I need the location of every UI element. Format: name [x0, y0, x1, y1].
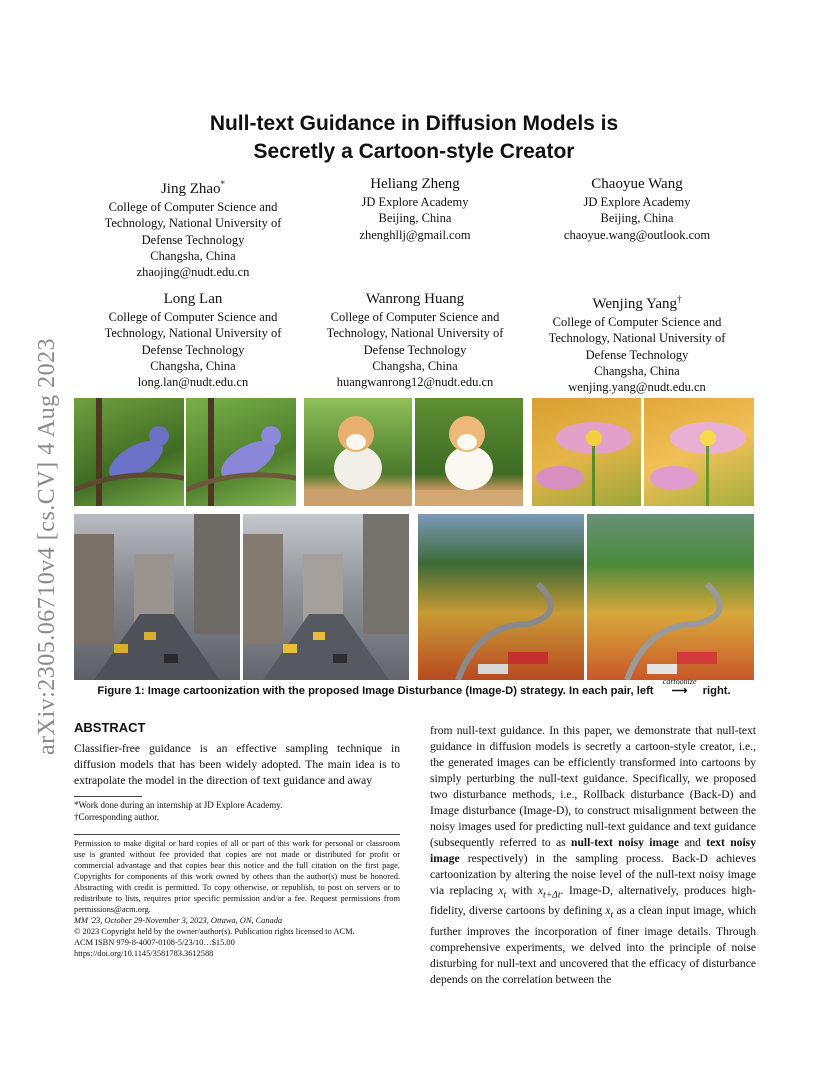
author-name: Wanrong Huang — [365, 291, 465, 307]
arxiv-stamp — [14, 285, 60, 755]
bird-illustration-icon — [74, 398, 184, 506]
author-affil-line: Technology, National University of — [104, 326, 282, 341]
connector-with: with — [511, 884, 533, 897]
permission-rule — [74, 834, 400, 835]
author-block-1 — [78, 174, 308, 280]
author-affil-line: Technology, National University of — [326, 326, 504, 341]
figure-1 — [74, 398, 754, 681]
author-email[interactable]: huangwanrong12@nudt.edu.cn — [336, 375, 494, 390]
arrow-label: cartoonize — [662, 677, 697, 686]
author-email[interactable]: chaoyue.wang@outlook.com — [563, 227, 711, 242]
author-affil-line: JD Explore Academy — [361, 195, 469, 209]
street-cartoon-image — [243, 514, 409, 680]
abstract-left-column: Classifier-free guidance is an effective sampling technique in diffusion models that has been widely adopted. The main idea is to extrapolate the model in the direction of text guidance and away — [74, 742, 400, 787]
author-email[interactable]: zhaojing@nudt.edu.cn — [136, 265, 250, 280]
bird-photo-image — [74, 398, 184, 506]
footnote-1: *Work done during an internship at JD Explore Academy. — [74, 800, 283, 810]
author-location: Beijing, China — [600, 211, 674, 226]
author-name: Heliang Zheng — [370, 176, 460, 192]
title-line-2: Secretly a Cartoon-style Creator — [253, 140, 575, 163]
math-x-t-dt: $x_{t+\Delta t}$ — [537, 884, 561, 901]
author-mark: † — [677, 294, 682, 304]
author-affil-line: College of Computer Science and — [330, 310, 500, 324]
author-email[interactable]: wenjing.yang@nudt.edu.cn — [568, 380, 706, 395]
copyright-line: © 2023 Copyright held by the owner/author(s). Publication rights licensed to ACM. — [74, 927, 355, 936]
doi-link[interactable]: https://doi.org/10.1145/3581783.3612588 — [74, 949, 214, 958]
author-affil-line: JD Explore Academy — [583, 195, 691, 209]
flower-illustration-icon — [532, 398, 641, 506]
abstract-heading: ABSTRACT — [74, 720, 146, 735]
right-col-text-3: . Image-D, alternatively, produces high-fidelity, diverse cartoons by defining — [430, 884, 756, 918]
flower-cartoon-icon — [644, 398, 754, 506]
author-block-4 — [78, 289, 308, 390]
author-block-5 — [300, 289, 530, 390]
term-null-text-noisy-image: null-text noisy image — [571, 836, 679, 849]
author-affil-line: Defense Technology — [141, 232, 245, 247]
permission-text: Permission to make digital or hard copies of all or part of this work for personal or classroom use is granted without fee provided that copies are not made or distributed for profit or commercial advantage and that copies bear this notice and the full citation on the first page. Copyrights for components of this work owned by others than the author(s) must be honored. Abstracting with credit is permitted. To copy otherwise, or republish, to post on servers or to redistribute to lists, requires prior specific permission and/or a fee. Request permissions from permissions@acm.org. — [74, 839, 400, 914]
author-block-3 — [522, 174, 752, 243]
author-location: Changsha, China — [594, 363, 680, 378]
author-name: Chaoyue Wang — [591, 176, 683, 192]
right-col-text-1: from null-text guidance. In this paper, we demonstrate that null-text guidance in diffusion models is secretly a cartoon-style creator, i.e., the generated images can be efficiently transformed into cartoons by simply perturbing the null-text guidance. Specifically, we proposed two disturbance methods, i.e., Rollback disturbance (Back-D) and Image disturbance (Image-D), to construct misalignment between the noisy images used for predicting null-text guidance and text guidance (subsequently referred to as — [430, 724, 756, 849]
dog-cartoon-image — [415, 398, 523, 506]
street-photo-image — [74, 514, 240, 680]
title-line-1: Null-text Guidance in Diffusion Models is — [209, 112, 619, 135]
author-name: Wenjing Yang — [592, 296, 678, 312]
author-affil-line: Defense Technology — [141, 342, 245, 357]
author-affil-line: Technology, National University of — [104, 216, 282, 231]
figure-caption — [74, 677, 754, 698]
dog-photo-image — [304, 398, 412, 506]
flower-photo-image — [532, 398, 641, 506]
isbn-line: ACM ISBN 979-8-4007-0108-5/23/10…$15.00 — [74, 938, 235, 947]
cartoonize-arrow — [657, 677, 703, 698]
dog-cartoon-icon — [415, 398, 523, 506]
author-affil-line: Defense Technology — [585, 347, 689, 362]
bird-cartoon-image — [186, 398, 296, 506]
right-col-text-4: as a clean input image, which further improves the incorporation of finer image details. Through comprehensive experiments, we delved into the principle of noise disturbing for null-text and uncovered that the efficacy of disturbance depends on the correlation between the — [430, 904, 756, 986]
footnote-2: †Corresponding author. — [74, 812, 159, 822]
paper-title — [74, 110, 754, 166]
right-col-text-2: respectively) in the sampling process. Back-D achieves cartoonization by altering the noise level of the null-text noisy image via replacing — [430, 852, 756, 897]
author-affil-line: College of Computer Science and — [552, 315, 722, 329]
author-block-2 — [300, 174, 530, 243]
bird-cartoon-icon — [186, 398, 296, 506]
author-location: Beijing, China — [378, 211, 452, 226]
author-location: Changsha, China — [150, 358, 236, 373]
train-cartoon-icon — [587, 514, 754, 680]
author-name: Long Lan — [163, 291, 223, 307]
caption-prefix: Figure 1: Image cartoonization with the proposed Image Disturbance (Image-D) strategy. In each pair, left — [97, 685, 654, 697]
caption-suffix: right. — [702, 685, 731, 697]
author-affil-line: College of Computer Science and — [108, 200, 278, 214]
arxiv-stamp-text: arXiv:2305.06710v4 [cs.CV] 4 Aug 2023 — [34, 337, 60, 755]
connector-and: and — [684, 836, 701, 849]
abstract-right-column — [430, 723, 756, 988]
author-email[interactable]: zhenghllj@gmail.com — [359, 227, 471, 242]
flower-cartoon-image — [644, 398, 754, 506]
author-affil-line: Defense Technology — [363, 342, 467, 357]
street-cartoon-icon — [243, 514, 409, 680]
permission-block — [74, 838, 400, 959]
footnote-rule — [74, 796, 142, 797]
dog-illustration-icon — [304, 398, 412, 506]
street-illustration-icon — [74, 514, 240, 680]
term-text-noisy-image: text noisy image — [430, 836, 756, 865]
author-affil-line: Technology, National University of — [548, 331, 726, 346]
author-affil-line: College of Computer Science and — [108, 310, 278, 324]
author-block-6 — [522, 289, 752, 395]
author-email[interactable]: long.lan@nudt.edu.cn — [137, 375, 249, 390]
train-cartoon-image — [587, 514, 754, 680]
train-illustration-icon — [418, 514, 584, 680]
author-location: Changsha, China — [372, 358, 458, 373]
train-photo-image — [418, 514, 584, 680]
math-x-t-2: $x_t$ — [605, 904, 614, 921]
conference-line: MM '23, October 29-November 3, 2023, Ottawa, ON, Canada — [74, 916, 283, 925]
author-location: Changsha, China — [150, 248, 236, 263]
author-name: Jing Zhao — [160, 181, 221, 197]
author-mark: * — [220, 179, 226, 189]
right-arrow-icon: ⟶ — [671, 685, 688, 697]
math-x-t: $x_t$ — [498, 884, 507, 901]
